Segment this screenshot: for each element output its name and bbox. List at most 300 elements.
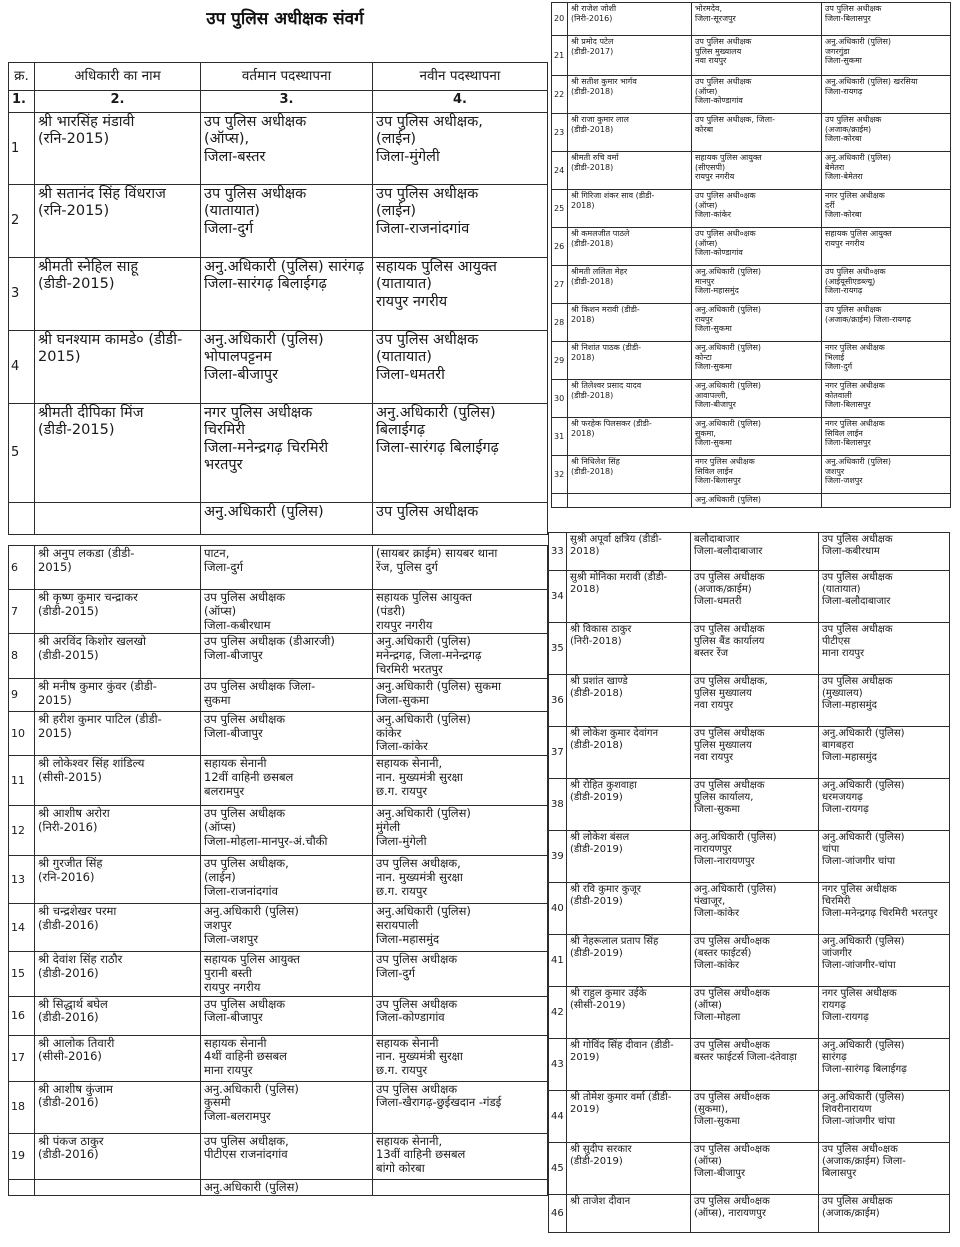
serial-number-cell: 37 (549, 727, 567, 779)
new-posting-line: जिला-कोरबा (825, 134, 862, 144)
new-posting-cell (819, 779, 950, 831)
new-posting-line: जिला-खैरागढ़-छुईखदान -गंडई (376, 1095, 502, 1110)
new-posting-cell (822, 266, 951, 304)
serial-number-cell (9, 1179, 35, 1196)
current-posting-line: अनु.अधिकारी (पुलिस) (695, 305, 761, 314)
officer-name-cell (568, 342, 692, 380)
current-posting-cell (201, 404, 373, 503)
current-posting-line: उप पुलिस अधीक्षक, (694, 676, 768, 687)
new-posting-line: (मुख्यालय) (822, 688, 863, 699)
current-posting-line: नवा रायपुर (695, 56, 727, 66)
current-posting-line: (ऑप्स) (204, 603, 237, 618)
current-posting-line: सिविल लाईन (695, 466, 733, 476)
new-posting-line: अनु.अधिकारी (पुलिस) खरसिया (825, 77, 918, 86)
current-posting-line: (ऑप्स), नारायणपुर (694, 1208, 766, 1219)
officer-name-cell (35, 711, 201, 755)
current-posting-cell (691, 533, 819, 571)
current-posting-line: जिला-बीजापुर (694, 1168, 746, 1179)
officer-name-line: श्री हरीश कुमार पाटिल (डीडी- (38, 711, 162, 726)
current-posting-line: उप पुलिस अधी०क्षक (694, 936, 770, 947)
new-posting-line: अनु.अधिकारी (पुलिस) (376, 405, 496, 421)
serial-number-cell: 43 (549, 1039, 567, 1091)
current-posting-line: उप पुलिस अधीक्षक, (204, 1133, 289, 1148)
new-posting-line: अनु.अधिकारी (पुलिस) (376, 634, 471, 649)
current-posting-cell (201, 113, 373, 185)
new-posting-cell (373, 331, 548, 404)
current-posting-cell (691, 675, 819, 727)
officer-name-cell (35, 503, 201, 535)
current-posting-cell (691, 571, 819, 623)
officer-name-line: श्री रोहित कुशवाहा (570, 780, 637, 791)
current-posting-cell (201, 856, 373, 904)
table-row (549, 935, 950, 987)
officer-name-line: श्री प्रमोद पटेल (571, 37, 614, 46)
current-posting-line: आवापल्ली, (695, 390, 728, 400)
new-posting-line: जिला-रायगढ़ (825, 286, 863, 296)
new-posting-line: (अजाक/क्राईम) जिला-रायगढ़ (825, 314, 912, 324)
table-row (552, 456, 951, 494)
table-row (552, 3, 951, 36)
new-posting-line: उप पुलिस अधीक्षक (376, 952, 458, 967)
officer-name-line: (डीडी-2018) (571, 86, 614, 96)
current-posting-line: बलौदाबाजार (694, 534, 740, 545)
current-posting-line: उप पुलिस अधी०क्षक (694, 1196, 770, 1207)
table-row (549, 533, 950, 571)
current-posting-line: जिला-कांकेर (695, 210, 732, 220)
current-posting-cell (201, 996, 373, 1035)
serial-number-cell: 23 (552, 114, 568, 152)
officer-name-line: 2015) (38, 692, 72, 707)
new-posting-line: (पंडरी) (376, 603, 406, 618)
current-posting-line: कुसमी (204, 1095, 231, 1110)
new-posting-cell (819, 623, 950, 675)
new-posting-line: सहायक सेनानी, (376, 756, 443, 771)
officer-name-line: श्री सुदीप सरकार (570, 1144, 632, 1155)
officer-name-line: (डीडी-2018) (571, 390, 614, 400)
officer-name-line: श्री पंकज ठाकुर (38, 1133, 104, 1148)
serial-number-cell: 14 (9, 904, 35, 952)
table-row (9, 678, 548, 711)
officer-name-cell (567, 935, 691, 987)
new-posting-line: नगर पुलिस अधीक्षक (822, 988, 897, 999)
new-posting-line: सिविल लाईन (825, 428, 863, 438)
new-posting-cell (819, 571, 950, 623)
header-serial: क्र. (9, 63, 35, 91)
table-row (549, 571, 950, 623)
table-row (552, 494, 951, 508)
officer-name-line: श्री गोविंद सिंह दीवान (डीडी- (570, 1040, 674, 1051)
current-posting-line: कोरबा (695, 124, 714, 134)
current-posting-line: अनु.अधिकारी (पुलिस) (204, 332, 324, 348)
table-row (9, 1179, 548, 1196)
current-posting-line: जिला-मोहला (694, 1012, 741, 1023)
new-posting-line: जिला-जांजगीर चांपा (822, 1116, 896, 1127)
current-posting-line: जिला-बीजापुर (204, 1010, 263, 1025)
officer-name-cell (35, 756, 201, 806)
table-row (552, 304, 951, 342)
table-row (549, 883, 950, 935)
new-posting-cell (373, 1179, 548, 1196)
officer-name-line: श्री प्रशांत खाण्डे (570, 676, 628, 687)
new-posting-line: जिला-जशपुर (825, 476, 863, 486)
transfer-table-upper-left (8, 62, 548, 535)
officer-name-line: (डीडी-2015) (38, 648, 99, 663)
new-posting-line: (अजाक/क्राईम) (825, 124, 872, 134)
officer-name-cell (35, 996, 201, 1035)
current-posting-line: अनु.अधिकारी (पुलिस) (204, 504, 324, 520)
new-posting-cell (819, 935, 950, 987)
officer-name-line: श्री सतानंद सिंह विंधराज (38, 186, 166, 202)
new-posting-line: बागबहरा (822, 740, 854, 751)
table-row (552, 228, 951, 266)
new-posting-line: जशपुर (825, 466, 845, 476)
new-posting-cell (819, 727, 950, 779)
new-posting-line: कोतवाली (825, 390, 852, 400)
officer-name-line: (डीडी-2018) (570, 688, 623, 699)
current-posting-line: उप पुलिस अधीक्षक (694, 728, 765, 739)
current-posting-line: जिला-मनेन्द्रगढ़ चिरमिरी (204, 439, 329, 456)
officer-name-cell (568, 494, 692, 508)
table-row (549, 675, 950, 727)
table-row (549, 779, 950, 831)
current-posting-cell (691, 1195, 819, 1233)
new-posting-line: धरमजयगढ़ (822, 792, 863, 803)
page-title: उप पुलिस अधीक्षक संवर्ग (206, 9, 364, 29)
serial-number-cell: 5 (9, 404, 35, 503)
new-posting-line: नान. मुख्यमंत्री सुरक्षा (376, 869, 463, 884)
new-posting-line: मनेन्द्रगढ़, जिला-मनेन्द्रगढ़ (376, 648, 482, 663)
serial-number-cell: 10 (9, 711, 35, 755)
current-posting-line: अनु.अधिकारी (पुलिस) (695, 495, 761, 504)
officer-name-line: श्रीमती स्नेहिल साहू (38, 259, 139, 275)
serial-number-cell: 1 (9, 113, 35, 185)
header-current-posting: वर्तमान पदस्थापना (201, 63, 373, 91)
current-posting-line: जिला-बीजापुर (695, 400, 736, 410)
current-posting-cell (201, 546, 373, 590)
table-row (9, 904, 548, 952)
current-posting-line: बस्तर रेंज (694, 648, 729, 659)
officer-name-line: श्री आलोक तिवारी (38, 1035, 115, 1050)
new-posting-line: छ.ग. रायपुर (376, 1063, 428, 1078)
officer-name-cell (35, 113, 201, 185)
table-row (549, 1039, 950, 1091)
current-posting-line: (यातायात) (204, 203, 260, 220)
new-posting-line: अनु.अधिकारी (पुलिस) सुकमा (376, 678, 501, 693)
new-posting-cell (373, 952, 548, 996)
officer-name-cell (35, 952, 201, 996)
officer-name-line: (सीसी-2015) (38, 769, 102, 784)
officer-name-line: श्री निधिलेश सिंह (571, 457, 620, 466)
table-row (9, 1035, 548, 1081)
serial-number-cell: 24 (552, 152, 568, 190)
current-posting-line: अनु.अधिकारी (पुलिस) (695, 267, 761, 276)
officer-name-line: श्री लोकेश कुमार देवांगन (570, 728, 659, 739)
new-posting-line: रायपुर नगरीय (376, 617, 433, 632)
officer-name-line: 2018) (571, 428, 595, 438)
officer-name-line: श्री चन्द्रशेखर परमा (38, 904, 117, 919)
officer-name-line: श्री आशीष अरोरा (38, 806, 110, 821)
officer-name-cell (35, 1179, 201, 1196)
current-posting-line: रायपुर नगरीय (204, 979, 261, 994)
current-posting-line: उप पुलिस अधीक्षक (204, 996, 286, 1011)
current-posting-line: (ऑप्स) (694, 1156, 722, 1167)
current-posting-line: उप पुलिस अधीक्षक (694, 780, 765, 791)
officer-name-line: 2018) (570, 546, 600, 557)
current-posting-line: पुरानी बस्ती (204, 965, 252, 980)
officer-name-cell (35, 258, 201, 331)
new-posting-line: उप पुलिस अधीक्षक (822, 534, 893, 545)
current-posting-line: जिला-कोण्डागांव (695, 96, 743, 106)
new-posting-line: जिला-दुर्ग (825, 362, 853, 372)
new-posting-line: सहायक सेनानी, (376, 1133, 443, 1148)
current-posting-cell (201, 331, 373, 404)
new-posting-cell (822, 456, 951, 494)
new-posting-line: शिवरीनारायण (822, 1104, 872, 1115)
serial-number-cell: 45 (549, 1143, 567, 1195)
current-posting-line: बलरामपुर (204, 783, 245, 798)
officer-name-line: 2015) (38, 725, 72, 740)
table-row (552, 190, 951, 228)
new-posting-line: रायपुर नगरीय (825, 238, 865, 248)
current-posting-line: रायपुर (695, 314, 713, 324)
new-posting-line: अनु.अधिकारी (पुलिस) (822, 780, 905, 791)
officer-name-line: 2018) (571, 200, 595, 210)
table-row (549, 623, 950, 675)
new-posting-line: उप पुलिस अधीक्षक, (376, 114, 483, 130)
current-posting-line: अनु.अधिकारी (पुलिस) (694, 884, 777, 895)
new-posting-line: जिला-महासमुंद (822, 700, 877, 711)
officer-name-line: श्री मनीष कुमार कुंवर (डीडी- (38, 678, 157, 693)
new-posting-line: जिला-बलौदाबाजार (822, 596, 891, 607)
serial-number-cell: 13 (9, 856, 35, 904)
new-posting-line: नगर पुलिस अधीक्षक (825, 419, 885, 428)
table-row (552, 342, 951, 380)
serial-number-cell: 29 (552, 342, 568, 380)
new-posting-line: अनु.अधिकारी (पुलिस) (822, 832, 905, 843)
officer-name-cell (567, 779, 691, 831)
current-posting-cell (201, 1035, 373, 1081)
current-posting-line: (बस्तर फाईटर्स) (694, 948, 752, 959)
officer-name-line: (रनि-2015) (38, 203, 110, 220)
officer-name-line: 2018) (570, 584, 600, 595)
current-posting-cell (692, 3, 822, 36)
new-posting-line: चिरमिरी (822, 896, 851, 907)
officer-name-line: (डीडी-2019) (570, 1156, 623, 1167)
officer-name-line: (डीडी-2016) (38, 917, 99, 932)
new-posting-line: जिला-कांकेर (376, 739, 428, 754)
new-posting-line: जिला-दुर्ग (376, 965, 416, 980)
serial-number-cell: 8 (9, 634, 35, 678)
serial-number-cell: 36 (549, 675, 567, 727)
new-posting-cell (819, 987, 950, 1039)
table-row (552, 76, 951, 114)
new-posting-line: जिला-राजनांदगांव (376, 220, 470, 237)
officer-name-cell (567, 533, 691, 571)
current-posting-line: सुकमा (204, 692, 231, 707)
table-row (552, 418, 951, 456)
officer-name-cell (567, 675, 691, 727)
new-posting-cell (822, 380, 951, 418)
current-posting-line: सहायक पुलिस आयुक्त (695, 153, 762, 162)
transfer-table-lower-left (8, 545, 548, 1196)
current-posting-cell (692, 114, 822, 152)
new-posting-line: अनु.अधिकारी (पुलिस) (376, 711, 471, 726)
new-posting-cell (373, 904, 548, 952)
table-row (9, 634, 548, 678)
new-posting-cell (373, 806, 548, 856)
new-posting-line: 13वीं वाहिनी छसबल (376, 1147, 466, 1162)
officer-name-cell (568, 456, 692, 494)
serial-number-cell: 12 (9, 806, 35, 856)
current-posting-cell (691, 1091, 819, 1143)
new-posting-cell (822, 418, 951, 456)
new-posting-cell (819, 1195, 950, 1233)
current-posting-line: (ऑप्स) (695, 86, 718, 96)
new-posting-cell (822, 152, 951, 190)
new-posting-line: उप पुलिस अधीक्षक (376, 504, 479, 520)
serial-number-cell: 7 (9, 590, 35, 634)
serial-number-cell: 6 (9, 546, 35, 590)
current-posting-line: उप पुलिस अधी०क्षक (694, 988, 770, 999)
new-posting-line: नगर पुलिस अधीक्षक (822, 884, 897, 895)
officer-name-cell (567, 571, 691, 623)
new-posting-line: मुंगेली (376, 819, 401, 834)
current-posting-cell (691, 623, 819, 675)
current-posting-cell (692, 304, 822, 342)
officer-name-line: श्री गिरिजा शंकर साव (डीडी- (571, 191, 655, 200)
new-posting-line: सहायक सेनानी (376, 1035, 439, 1050)
serial-number-cell: 4 (9, 331, 35, 404)
current-posting-line: उप पुलिस अधीक्षक (695, 37, 752, 46)
current-posting-line: भोरमदेव, (695, 4, 722, 13)
new-posting-line: जिला-महासमुंद (822, 752, 877, 763)
current-posting-line: पाटन, (204, 546, 230, 560)
table-row (9, 503, 548, 535)
new-posting-line: कांकेर (376, 725, 402, 740)
officer-name-cell (35, 590, 201, 634)
new-posting-line: जिला-रायगढ़ (825, 86, 863, 96)
new-posting-line: रायगढ़ (822, 1000, 846, 1011)
current-posting-line: जिला-बलरामपुर (204, 1109, 271, 1124)
current-posting-cell (201, 904, 373, 952)
new-posting-line: जिला-सारंगढ़ बिलाईगढ़ (376, 439, 499, 456)
new-posting-line: (लाईन) (376, 203, 417, 220)
serial-number-cell: 39 (549, 831, 567, 883)
new-posting-line: जिला-बिलासपुर (825, 438, 871, 448)
current-posting-line: जिला-बीजापुर (204, 725, 263, 740)
new-posting-line: उप पुलिस अधी०क्षक (825, 267, 886, 276)
officer-name-line: (सीसी-2019) (570, 1000, 626, 1011)
current-posting-line: जिला-सुकमा (695, 324, 732, 334)
current-posting-line: (सीएसपी) (695, 162, 726, 172)
officer-name-line: श्री रवि कुमार कुजूर (570, 884, 641, 895)
current-posting-line: उप पुलिस अधी०क्षक (694, 1040, 770, 1051)
officer-name-cell (567, 883, 691, 935)
current-posting-line: जिला-बीजापुर (204, 366, 279, 383)
new-posting-cell (373, 756, 548, 806)
new-posting-line: बेमेतरा (825, 162, 845, 172)
current-posting-line: जिला-सुकमा (694, 1116, 740, 1127)
officer-name-line: (रनि-2015) (38, 131, 110, 148)
table-row (552, 36, 951, 76)
current-posting-cell (692, 456, 822, 494)
new-posting-line: जिला-महासमुंद (376, 931, 440, 946)
officer-name-cell (35, 678, 201, 711)
officer-name-line: श्री अनुप लकडा (डीडी- (38, 546, 135, 560)
current-posting-cell (201, 503, 373, 535)
officer-name-line: श्री ताजेश दीवान (570, 1196, 631, 1207)
new-posting-cell (373, 1035, 548, 1081)
serial-number-cell: 40 (549, 883, 567, 935)
officer-name-line: श्रीमती दीपिका मिंज (38, 405, 144, 421)
current-posting-line: उप पुलिस अधीक्षक (695, 77, 752, 86)
new-posting-line: अनु.अधिकारी (पुलिस) (825, 457, 891, 466)
officer-name-line: सुश्री मोनिका मरावी (डीडी- (570, 572, 668, 583)
officer-name-cell (567, 1143, 691, 1195)
new-posting-line: (अजाक/क्राईम) (822, 1208, 880, 1219)
current-posting-cell (201, 185, 373, 258)
officer-name-line: सुश्री अपूर्वा क्षत्रिय (डीडी- (570, 534, 662, 545)
officer-name-line: (डीडी-2015) (38, 276, 115, 293)
officer-name-line: 2018) (571, 352, 595, 362)
officer-name-line: 2018) (571, 314, 595, 324)
new-posting-line: नगर पुलिस अधीक्षक (825, 191, 885, 200)
officer-name-cell (568, 190, 692, 228)
new-posting-line: जिला-बिलासपुर (825, 400, 871, 410)
table-row (9, 185, 548, 258)
current-posting-line: जिला-जशपुर (204, 931, 259, 946)
current-posting-line: उप पुलिस अधीक्षक (204, 711, 286, 726)
serial-number-cell: 33 (549, 533, 567, 571)
table-row (549, 1195, 950, 1233)
new-posting-line: जांजगीर (822, 948, 852, 959)
new-posting-line: जिला-रायगढ़ (822, 1012, 869, 1023)
officer-name-line: श्री राहुल कुमार उईके (570, 988, 647, 999)
current-posting-line: कोन्टा (695, 352, 712, 362)
column-number: 1. (9, 91, 35, 113)
serial-number-cell: 46 (549, 1195, 567, 1233)
officer-name-cell (568, 36, 692, 76)
current-posting-line: अनु.अधिकारी (पुलिस) (695, 343, 761, 352)
new-posting-line: जिला-कोण्डागांव (376, 1010, 445, 1025)
current-posting-line: पीटीएस राजनांदगांव (204, 1147, 288, 1162)
serial-number-cell: 38 (549, 779, 567, 831)
officer-name-line: 2019) (570, 1104, 600, 1115)
officer-name-line: श्री भारसिंह मंडावी (38, 114, 135, 130)
new-posting-line: छ.ग. रायपुर (376, 883, 428, 898)
officer-name-cell (568, 304, 692, 342)
serial-number-cell: 41 (549, 935, 567, 987)
current-posting-cell (692, 152, 822, 190)
new-posting-line: नान. मुख्यमंत्री सुरक्षा (376, 769, 463, 784)
serial-number-cell: 30 (552, 380, 568, 418)
table-row (9, 1081, 548, 1133)
table-row (9, 404, 548, 503)
officer-name-line: (डीडी-2018) (571, 276, 614, 286)
officer-name-cell (35, 331, 201, 404)
officer-name-cell (35, 1133, 201, 1179)
new-posting-cell (819, 1143, 950, 1195)
current-posting-cell (201, 1179, 373, 1196)
serial-number-cell: 15 (9, 952, 35, 996)
new-posting-line: जिला-कबीरधाम (822, 546, 880, 557)
new-posting-line: (यातायात) (376, 349, 432, 366)
new-posting-cell (822, 114, 951, 152)
officer-name-line: (डीडी-2018) (571, 466, 614, 476)
new-posting-cell (373, 634, 548, 678)
current-posting-line: जिला-दुर्ग (204, 220, 254, 237)
officer-name-line: (डीडी-2016) (38, 1147, 99, 1162)
